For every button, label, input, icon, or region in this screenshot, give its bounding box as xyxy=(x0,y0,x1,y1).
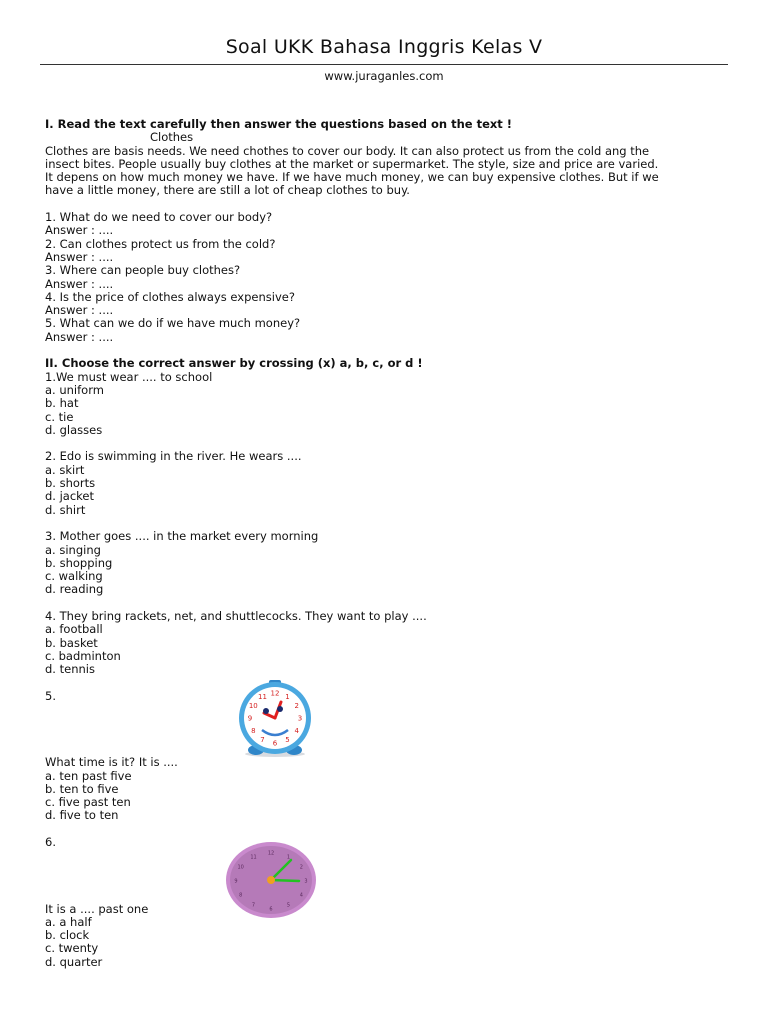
clock-numeral: 5 xyxy=(286,902,291,909)
mc-option: c. walking xyxy=(45,569,103,584)
mc-option: a. singing xyxy=(45,542,101,557)
answer-line: Answer : .... xyxy=(45,329,114,344)
mc-question-number: 6. xyxy=(45,835,56,850)
mc-question: What time is it? It is .... xyxy=(45,755,178,770)
mc-question: 3. Mother goes .... in the market every morning xyxy=(45,529,319,544)
clock-numeral: 6 xyxy=(272,739,278,748)
mc-option: b. ten to five xyxy=(45,781,119,796)
mc-option: c. badminton xyxy=(45,648,121,663)
paragraph-line: insect bites. People usually buy clothes at the market or supermarket. The style, size and price are varied. xyxy=(45,156,659,171)
clock-numeral: 9 xyxy=(234,878,238,885)
clock-numeral: 11 xyxy=(250,854,257,861)
clock-numeral: 4 xyxy=(299,892,303,899)
cartoon-clock-image xyxy=(230,680,320,760)
mc-option: c. twenty xyxy=(45,941,99,956)
clock-numeral: 8 xyxy=(251,727,256,735)
clock-numeral: 9 xyxy=(247,714,253,723)
clock-numeral: 2 xyxy=(294,702,299,710)
clock-numeral: 10 xyxy=(237,864,244,871)
clock-numeral: 3 xyxy=(297,714,303,723)
mc-option: a. ten past five xyxy=(45,768,132,783)
section2-instruction: II. Choose the correct answer by crossing (x) a, b, c, or d ! xyxy=(45,356,423,371)
paragraph-line: It depens on how much money we have. If we have much money, we can buy expensive clothes. But if we xyxy=(45,170,659,185)
website-link[interactable]: www.juraganles.com xyxy=(324,69,444,83)
clock-numeral: 1 xyxy=(286,854,291,861)
clock-numeral: 10 xyxy=(248,702,258,710)
clock-numeral: 11 xyxy=(258,692,267,701)
mc-option: c. five past ten xyxy=(45,795,131,810)
mc-question: 2. Edo is swimming in the river. He wears .... xyxy=(45,449,302,464)
clock-numeral: 5 xyxy=(285,736,290,745)
clock-numeral: 4 xyxy=(294,727,299,735)
purple-clock-image xyxy=(225,840,317,920)
clock-numeral: 3 xyxy=(304,878,308,885)
clock-numeral: 12 xyxy=(267,850,275,857)
mc-option: a. football xyxy=(45,622,103,637)
clock-eye-right xyxy=(277,706,283,712)
mc-option: b. hat xyxy=(45,396,79,411)
clock-eye-left xyxy=(263,708,269,714)
clock-minute-hand xyxy=(271,880,299,881)
mc-option: a. skirt xyxy=(45,462,85,477)
answer-line: Answer : .... xyxy=(45,303,114,318)
mc-option: d. quarter xyxy=(45,954,103,969)
mc-option: b. clock xyxy=(45,928,90,943)
clock-numeral: 12 xyxy=(270,689,280,698)
essay-question: 3. Where can people buy clothes? xyxy=(45,263,241,278)
page-title: Soal UKK Bahasa Inggris Kelas V xyxy=(225,36,543,58)
essay-question: 2. Can clothes protect us from the cold? xyxy=(45,236,276,251)
essay-question: 4. Is the price of clothes always expensive? xyxy=(45,289,295,304)
mc-option: d. five to ten xyxy=(45,808,119,823)
essay-question: 1. What do we need to cover our body? xyxy=(45,210,273,225)
mc-option: a. uniform xyxy=(45,382,104,397)
mc-option: d. jacket xyxy=(45,489,95,504)
worksheet-content xyxy=(45,118,735,969)
answer-line: Answer : .... xyxy=(45,276,114,291)
mc-option: b. shopping xyxy=(45,555,113,570)
mc-option: b. basket xyxy=(45,635,98,650)
mc-option: d. shirt xyxy=(45,502,86,517)
clock-numeral: 6 xyxy=(269,906,273,913)
mc-option: d. reading xyxy=(45,582,104,597)
essay-question: 5. What can we do if we have much money? xyxy=(45,316,301,331)
answer-line: Answer : .... xyxy=(45,223,114,238)
mc-question-number: 5. xyxy=(45,688,56,703)
clock-numeral: 7 xyxy=(251,902,256,909)
mc-question: 1.We must wear .... to school xyxy=(45,369,213,384)
title-divider xyxy=(40,64,728,65)
clock-numeral: 8 xyxy=(239,892,243,899)
mc-option: d. tennis xyxy=(45,662,95,677)
mc-option: b. shorts xyxy=(45,476,96,491)
paragraph-line: have a little money, there are still a lot of cheap clothes to buy. xyxy=(45,183,410,198)
mc-question: 4. They bring rackets, net, and shuttlecocks. They want to play .... xyxy=(45,608,427,623)
mc-option: d. glasses xyxy=(45,422,103,437)
paragraph-line: Clothes are basis needs. We need chothes to cover our body. It can also protect us from the cold ang the xyxy=(45,143,650,158)
section1-instruction: I. Read the text carefully then answer the questions based on the text ! xyxy=(45,117,513,131)
reading-text-title: Clothes xyxy=(150,130,194,145)
clock-numeral: 1 xyxy=(285,692,290,701)
clock-numeral: 7 xyxy=(260,736,265,745)
clock-center xyxy=(267,876,275,884)
answer-line: Answer : .... xyxy=(45,249,114,264)
mc-option: c. tie xyxy=(45,409,74,424)
clock-numeral: 2 xyxy=(299,864,303,871)
mc-question: It is a .... past one xyxy=(45,901,149,916)
mc-option: a. a half xyxy=(45,914,92,929)
